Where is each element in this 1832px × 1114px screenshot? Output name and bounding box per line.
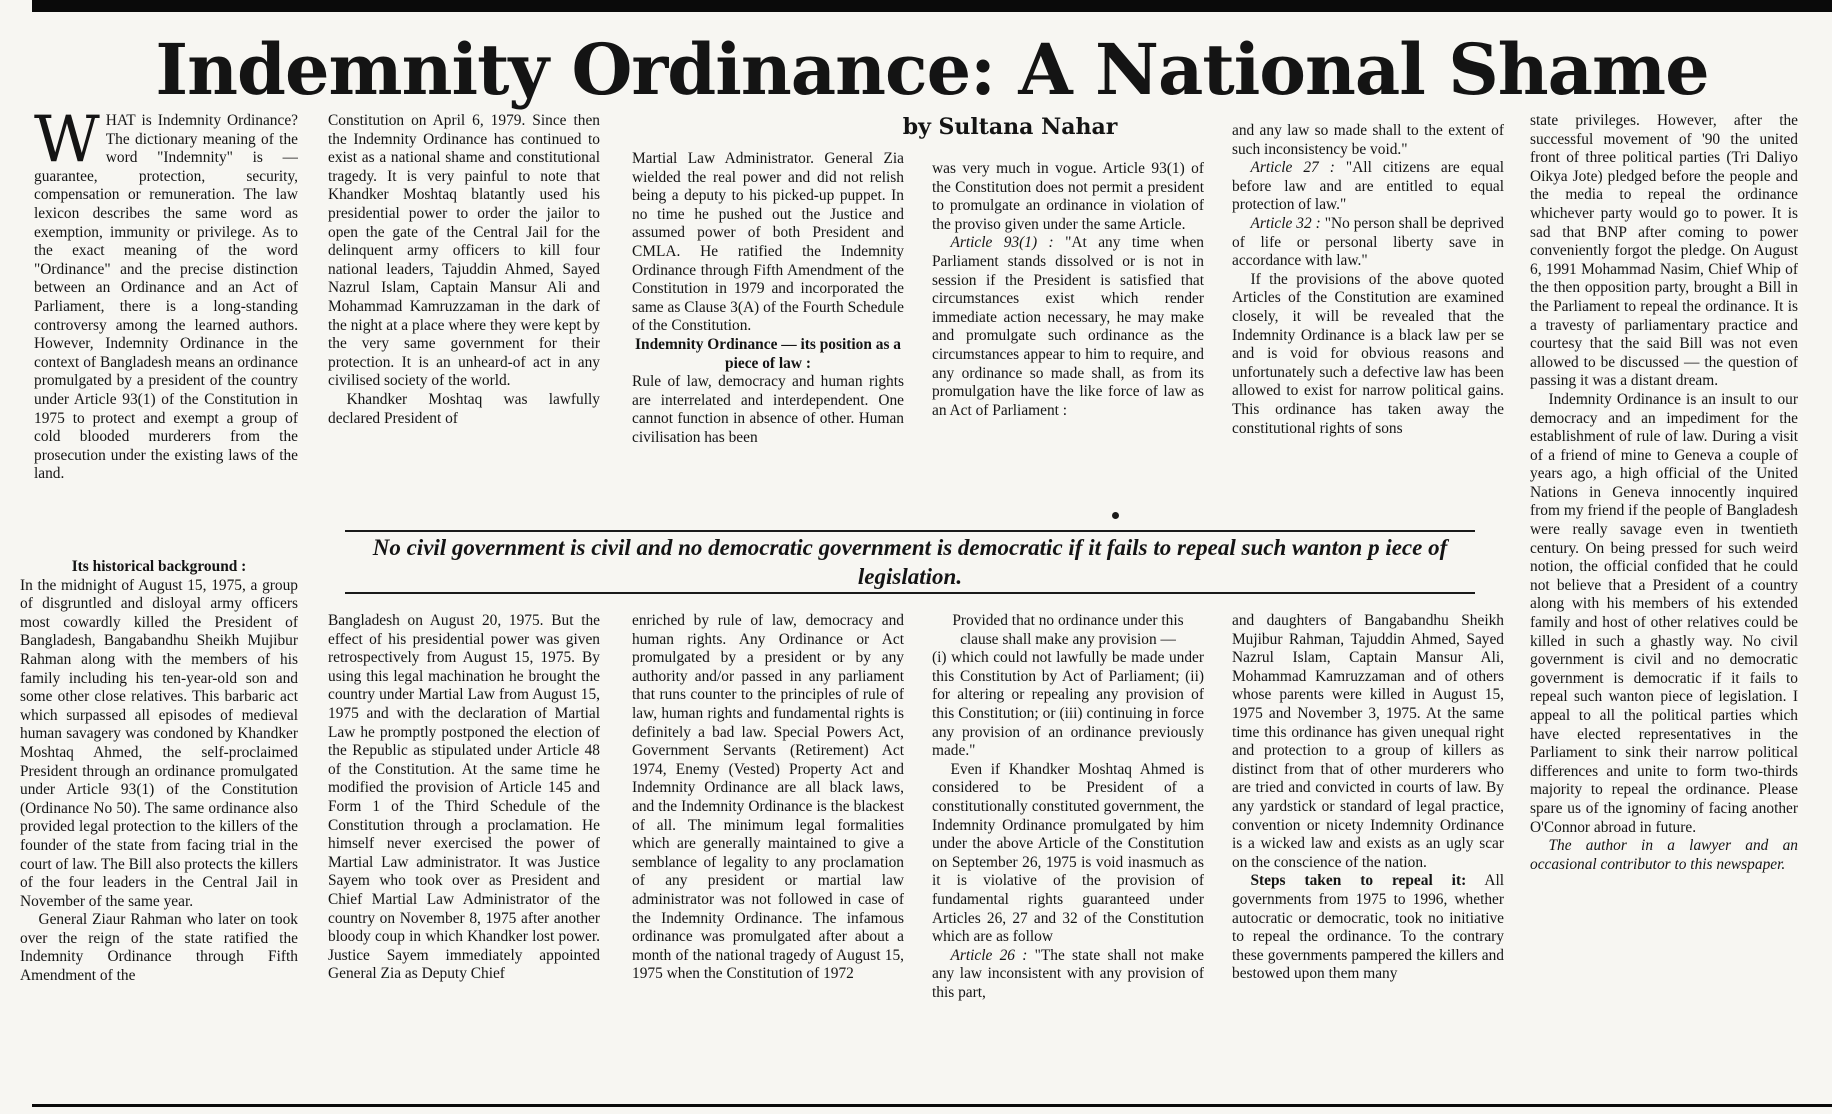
bullet-dot bbox=[1112, 512, 1119, 519]
bottom-rule bbox=[32, 1104, 1832, 1107]
paragraph: Bangladesh on August 20, 1975. But the effect of his presidential power was given retrospectively from August 15, 1975. By using this legal machination he brought the country under Martial Law from August 15, 1975 and with the declaration of Martial Law he promptly postponed the election of the Republic as stipulated under Article 48 of the Constitution. At the same time he modified the provision of Article 145 and Form 1 of the Third Schedule of the Constitution through a proclamation. He himself never exercised the power of Martial Law administrator. It was Justice Sayem who took over as President and Chief Martial Law Administrator of the country on November 8, 1975 after another bloody coup in which Khandker lost power. Justice Sayem immediately appointed General Zia as Deputy Chief bbox=[328, 612, 600, 983]
column-1-top bbox=[34, 112, 298, 558]
paragraph: Martial Law Administrator. General Zia wielded the real power and did not relish being a deputy to his picked-up puppet. In no time he pushed out the Justice and assumed power of both President and CMLA. He ratified the Indemnity Ordinance through Fifth Amendment of the Constitution in 1979 and incorporated the same as Clause 3(A) of the Fourth Schedule of the Constitution. bbox=[632, 150, 904, 335]
column-5-top bbox=[1232, 122, 1504, 522]
pull-quote: No civil government is civil and no democratic government is democratic if it fails to repeal such wanton p iece of legislation. bbox=[372, 535, 1448, 589]
column-6 bbox=[1530, 112, 1798, 1094]
article-label: Article 93(1) : bbox=[950, 234, 1054, 252]
paragraph: If the provisions of the above quoted Articles of the Constitution are examined closely, it will be revealed that the Indemnity Ordinance is a black law per se and is void for obvious reasons and unfortunately such a defective law has been allowed to exist for narrow political gains. This ordinance has taken away the constitutional rights of sons bbox=[1232, 270, 1504, 437]
paragraph: Even if Khandker Moshtaq Ahmed is considered to be President of a constitutionally constituted government, the Indemnity Ordinance promulgated by him under the above Article of the Constitution on September 26, 1975 is void inasmuch as it is violative of the provision of fundamental rights guaranteed under Articles 26, 27 and 32 of the Constitution which are as follow bbox=[932, 760, 1204, 946]
paragraph: Indemnity Ordinance is an insult to our democracy and an impediment for the establishment of rule of law. During a visit of a friend of mine to Geneva a couple of years ago, a high official of the United Nations in Geneva innocently inquired from my friend if the people of Bangladesh were really savage even in twentieth century. On being pressed for such weird notion, the official confided that he could not believe that a President of a country along with his members of his extended family and host of other relatives could be killed in such a ghastly way. No civil government is civil and no democratic government is democratic if it fails to repeal such wanton piece of legislation. I appeal to all the political parties which have elected representatives in the Parliament to sink their narrow political differences and unite to form two-thirds majority to repeal the ordinance. Please spare us of the ignominy of facing another O'Connor abroad in future. bbox=[1530, 390, 1798, 836]
paragraph: General Ziaur Rahman who later on took over the reign of the state ratified the Indemnity Ordinance through Fifth Amendment of the bbox=[20, 911, 298, 985]
author-tagline: The author in a lawyer and an occasional contributor to this newspaper. bbox=[1530, 837, 1798, 873]
paragraph: and daughters of Bangabandhu Sheikh Mujibur Rahman, Tajuddin Ahmed, Sayed Nazrul Islam, Captain Mansur Ali, Mohammad Kamruzzaman and of others whose parents were killed in August 15, 1975 and November 3, 1975. At the same time this ordinance has given unequal right and protection to a group of killers as distinct from that of other murderers who are tried and convicted in courts of law. By any yardstick or standard of legal practice, convention or nicety Indemnity Ordinance is a wicked law and exists as an ugly scar on the conscience of the nation. bbox=[1232, 612, 1504, 871]
paragraph: Constitution on April 6, 1979. Since then the Indemnity Ordinance has continued to exist as a national shame and constitutional tragedy. It is very painful to note that Khandker Moshtaq blatantly used his presidential power to order the jailor to open the gate of the Central Jail for the delinquent army officers to kill four national leaders, Tajuddin Ahmed, Sayed Nazrul Islam, Captain Mansur Ali and Mohammad Kamruzzaman in the dark of the night at a place where they were kept by the very same government for their protection. It is an unheard-of act in any civilised society of the world. bbox=[328, 112, 600, 390]
paragraph: In the midnight of August 15, 1975, a group of disgruntled and disloyal army officers most cowardly killed the President of Bangladesh, Bangabandhu Sheikh Mujibur Rahman along with the members of his family including his ten-year-old son and some other close relatives. This barbaric act which surpassed all episodes of medieval human savagery was condoned by Khandker Moshtaq Ahmed, the self-proclaimed President through an ordinance promulgated under Article 93(1) of the Constitution (Ordinance No 50). The same ordinance also provided legal protection to the killers of the founder of the state from facing trial in the court of law. The Bill also protects the killers of the four leaders in the Central Jail in November of the same year. bbox=[20, 576, 298, 910]
pull-quote-rule-bottom bbox=[345, 592, 1475, 594]
column-3-bottom bbox=[632, 612, 904, 1094]
paragraph: Steps taken to repeal it: All governments from 1975 to 1996, whether autocratic or democratic, took no initiative to repeal the ordinance. To the contrary these governments pampered the killers and bestowed upon them many bbox=[1232, 872, 1504, 983]
subheading-historical-background: Its historical background : bbox=[71, 558, 247, 575]
paragraph: and any law so made shall to the extent of such inconsistency be void." bbox=[1232, 122, 1504, 158]
paragraph: Khandker Moshtaq was lawfully declared President of bbox=[328, 390, 600, 427]
article-label: Article 27 : bbox=[1250, 159, 1335, 177]
paragraph: Article 93(1) : "At any time when Parliament stands dissolved or is not in session if the President is satisfied that circumstances exist which render immediate action necessary, he may make and promulgate such ordinance as the circumstances appear to him to require, and any ordinance so made shall, as from its promulgation have the like force of law as an Act of Parliament : bbox=[932, 234, 1204, 419]
article-label: Article 26 : bbox=[950, 946, 1028, 964]
paragraph: Article 27 : "All citizens are equal before law and are entitled to equal protection of law." bbox=[1232, 159, 1504, 214]
article-label: Article 32 : bbox=[1250, 214, 1321, 232]
column-3-top bbox=[632, 150, 904, 522]
subheading-steps-taken: Steps taken to repeal it: bbox=[1250, 872, 1467, 890]
column-1-bottom bbox=[20, 558, 298, 1094]
pull-quote-rule-top bbox=[345, 530, 1475, 532]
paragraph: Article 26 : "The state shall not make any law inconsistent with any provision of this part, bbox=[932, 946, 1204, 1001]
column-2-bottom bbox=[328, 612, 600, 1094]
paragraph: Article 32 : "No person shall be deprived of life or personal liberty save in accordance with law." bbox=[1232, 214, 1504, 270]
paragraph: state privileges. However, after the successful movement of '90 the united front of three political parties (Tri Daliyo Oikya Jote) pledged before the people and the media to repeal the ordinance whichever party would go to power. It is sad that BNP after coming to power conveniently forgot the pledge. On August 6, 1991 Mohammad Nasim, Chief Whip of the then opposition party, brought a Bill in the Parliament to repeal the ordinance. It is a travesty of parliamentary practice and courtesy that the said Bill was not even allowed to be discussed — the question of passing it was a distant dream. bbox=[1530, 112, 1798, 390]
intro-paragraph: WHAT is Indemnity Ordinance? The dictionary meaning of the word "Indemnity" is — guarantee, protection, security, compensation or remuneration. The law lexicon describes the same word as exemption, immunity or privilege. As to the exact meaning of the word "Ordinance" and the precise distinction between an Ordinance and an Act of Parliament, there is a long-standing controversy among the learned authors. However, Indemnity Ordinance in the context of Bangladesh means an ordinance promulgated by a president of the country under Article 93(1) of the Constitution in 1975 to protect and exempt a group of cold blooded murderers from the prosecution under the existing laws of the land. bbox=[34, 112, 298, 483]
column-2-top bbox=[328, 112, 600, 522]
column-4-top bbox=[932, 160, 1204, 522]
top-rule bbox=[32, 0, 1832, 12]
paragraph: Rule of law, democracy and human rights are interrelated and interdependent. One cannot function in absence of other. Human civilisation has been bbox=[632, 373, 904, 446]
paragraph: Provided that no ordinance under this clause shall make any provision — bbox=[952, 612, 1184, 648]
subheading-position-as-law: Indemnity Ordinance — its position as a piece of law : bbox=[635, 335, 901, 372]
headline: Indemnity Ordinance: A National Shame bbox=[155, 28, 1709, 111]
paragraph: was very much in vogue. Article 93(1) of the Constitution does not permit a president to promulgate an ordinance in violation of the proviso given under the same Article. bbox=[932, 160, 1204, 233]
byline: by Sultana Nahar bbox=[902, 114, 1118, 140]
drop-cap: W bbox=[34, 112, 100, 177]
paragraph: (i) which could not lawfully be made under this Constitution by Act of Parliament; (ii) for altering or repealing any provision of this Constitution; or (iii) continuing in force any provision of an ordinance previously made." bbox=[932, 649, 1204, 760]
column-4-bottom bbox=[932, 612, 1204, 1094]
paragraph: enriched by rule of law, democracy and human rights. Any Ordinance or Act promulgated by a president or by any authority and/or passed in any parliament that runs counter to the principles of rule of law, human rights and fundamental rights is definitely a bad law. Special Powers Act, Government Servants (Retirement) Act 1974, Enemy (Vested) Property Act and Indemnity Ordinance are all black laws, and the Indemnity Ordinance is the blackest of all. The minimum legal formalities which are generally maintained to give a semblance of legality to any proclamation of any president or martial law administrator was not followed in case of the Indemnity Ordinance. The infamous ordinance was promulgated after about a month of the national tragedy of August 15, 1975 when the Constitution of 1972 bbox=[632, 612, 904, 983]
column-5-bottom bbox=[1232, 612, 1504, 1094]
